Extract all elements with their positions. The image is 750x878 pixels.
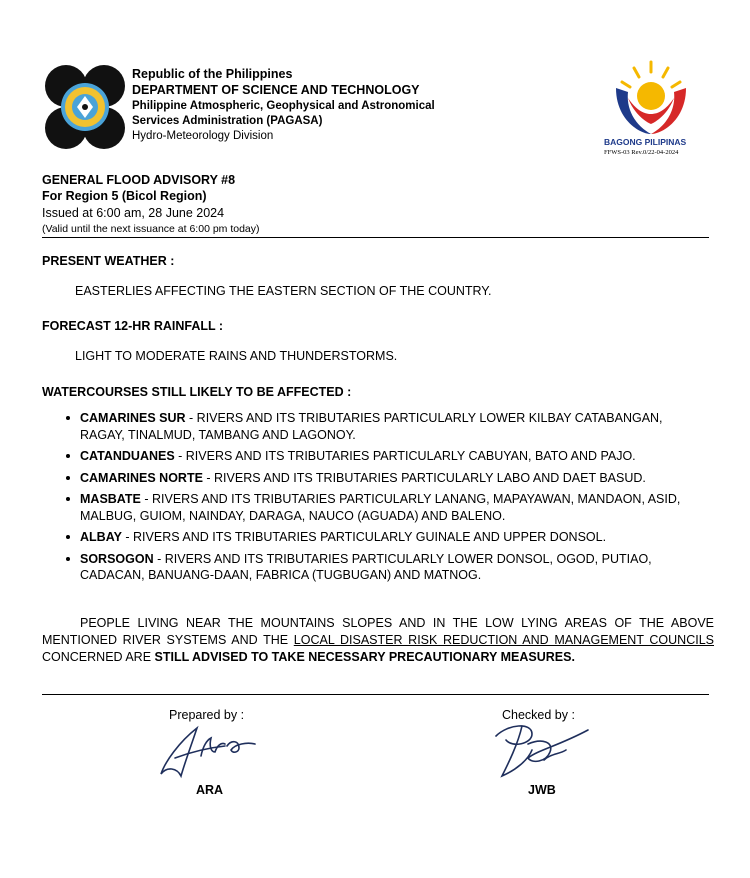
bullet-icon (66, 557, 70, 561)
province-details: - RIVERS AND ITS TRIBUTARIES PARTICULARLY LOWER DONSOL, OGOD, PUTIAO, CADACAN, BANUANG-DAAN, FABRICA (TUGBUGAN) AND MATNOG. (80, 551, 652, 582)
list-item (66, 448, 706, 465)
footer-divider (42, 694, 709, 695)
province-details: - RIVERS AND ITS TRIBUTARIES PARTICULARLY LOWER KILBAY CATABANGAN, RAGAY, TINALMUD, TAMBANG AND LAGONOY. (80, 411, 663, 442)
advisory-title: GENERAL FLOOD ADVISORY #8 (42, 173, 236, 187)
province-name: CATANDUANES (80, 449, 175, 463)
watercourses-heading: WATERCOURSES STILL LIKELY TO BE AFFECTED : (42, 385, 352, 399)
division-text: Hydro-Meteorology Division (132, 130, 274, 142)
department-text: DEPARTMENT OF SCIENCE AND TECHNOLOGY (132, 83, 420, 97)
advisory-issued: Issued at 6:00 am, 28 June 2024 (42, 206, 225, 220)
province-details: - RIVERS AND ITS TRIBUTARIES PARTICULARLY CABUYAN, BATO AND PAJO. (174, 449, 636, 463)
province-name: CAMARINES NORTE (80, 470, 203, 485)
form-code: FFWS-03 Rev.0/22-04-2024 (604, 149, 679, 156)
bagong-pilipinas-logo (612, 58, 690, 136)
checked-by-label: Checked by : (502, 708, 575, 722)
council-text: LOCAL DISASTER RISK REDUCTION AND MANAGEMENT COUNCILS (293, 633, 714, 647)
prepared-signature (155, 722, 265, 782)
header-divider (42, 237, 709, 238)
bagong-pilipinas-text: BAGONG PILIPINAS (604, 137, 687, 147)
province-details: - RIVERS AND ITS TRIBUTARIES PARTICULARLY LABO AND DAET BASUD. (202, 470, 646, 485)
watercourses-list (66, 410, 706, 589)
agency-line-2: Services Administration (PAGASA) (132, 115, 323, 127)
forecast-text: LIGHT TO MODERATE RAINS AND THUNDERSTORMS. (75, 349, 398, 363)
list-item (66, 410, 706, 443)
province-details: - RIVERS AND ITS TRIBUTARIES PARTICULARLY LANANG, MAPAYAWAN, MANDAON, ASID, MALBUG, GUIOM, NAINDAY, DARAGA, NAUCO (AGUADA) AND BALENO. (80, 492, 681, 523)
closing-paragraph (42, 615, 714, 666)
present-weather-text: EASTERLIES AFFECTING THE EASTERN SECTION OF THE COUNTRY. (75, 284, 492, 298)
list-item (66, 551, 706, 584)
province-name: CAMARINES SUR (80, 411, 186, 425)
advisory-validity: (Valid until the next issuance at 6:00 pm today) (42, 223, 260, 235)
present-weather-heading: PRESENT WEATHER : (42, 254, 175, 268)
advisory-measure-text: STILL ADVISED TO TAKE NECESSARY PRECAUTIONARY MEASURES. (154, 650, 575, 664)
province-name: SORSOGON (80, 551, 154, 566)
bullet-icon (66, 416, 70, 420)
pagasa-logo (44, 64, 126, 150)
province-details: - RIVERS AND ITS TRIBUTARIES PARTICULARLY GUINALE AND UPPER DONSOL. (121, 530, 607, 544)
bullet-icon (66, 535, 70, 539)
closing-text-2: CONCERNED ARE (42, 650, 155, 664)
bullet-icon (66, 497, 70, 501)
bullet-icon (66, 476, 70, 480)
list-item (66, 529, 706, 546)
agency-line-1: Philippine Atmospheric, Geophysical and Astronomical (132, 100, 435, 112)
province-name: MASBATE (80, 492, 141, 506)
bullet-icon (66, 454, 70, 458)
forecast-heading: FORECAST 12-HR RAINFALL : (42, 319, 224, 333)
checked-signature (488, 720, 598, 782)
republic-text: Republic of the Philippines (132, 67, 293, 81)
prepared-by-name: ARA (196, 783, 224, 797)
advisory-region: For Region 5 (Bicol Region) (42, 189, 207, 203)
checked-by-name: JWB (528, 783, 556, 797)
list-item (66, 470, 706, 487)
province-name: ALBAY (80, 530, 122, 544)
closing-text-1: PEOPLE LIVING NEAR THE MOUNTAINS SLOPES AND IN THE LOW LYING AREAS OF THE ABOVE MENTIONED RIVER SYSTEMS AND THE (42, 616, 714, 647)
list-item (66, 491, 706, 524)
prepared-by-label: Prepared by : (169, 708, 245, 722)
